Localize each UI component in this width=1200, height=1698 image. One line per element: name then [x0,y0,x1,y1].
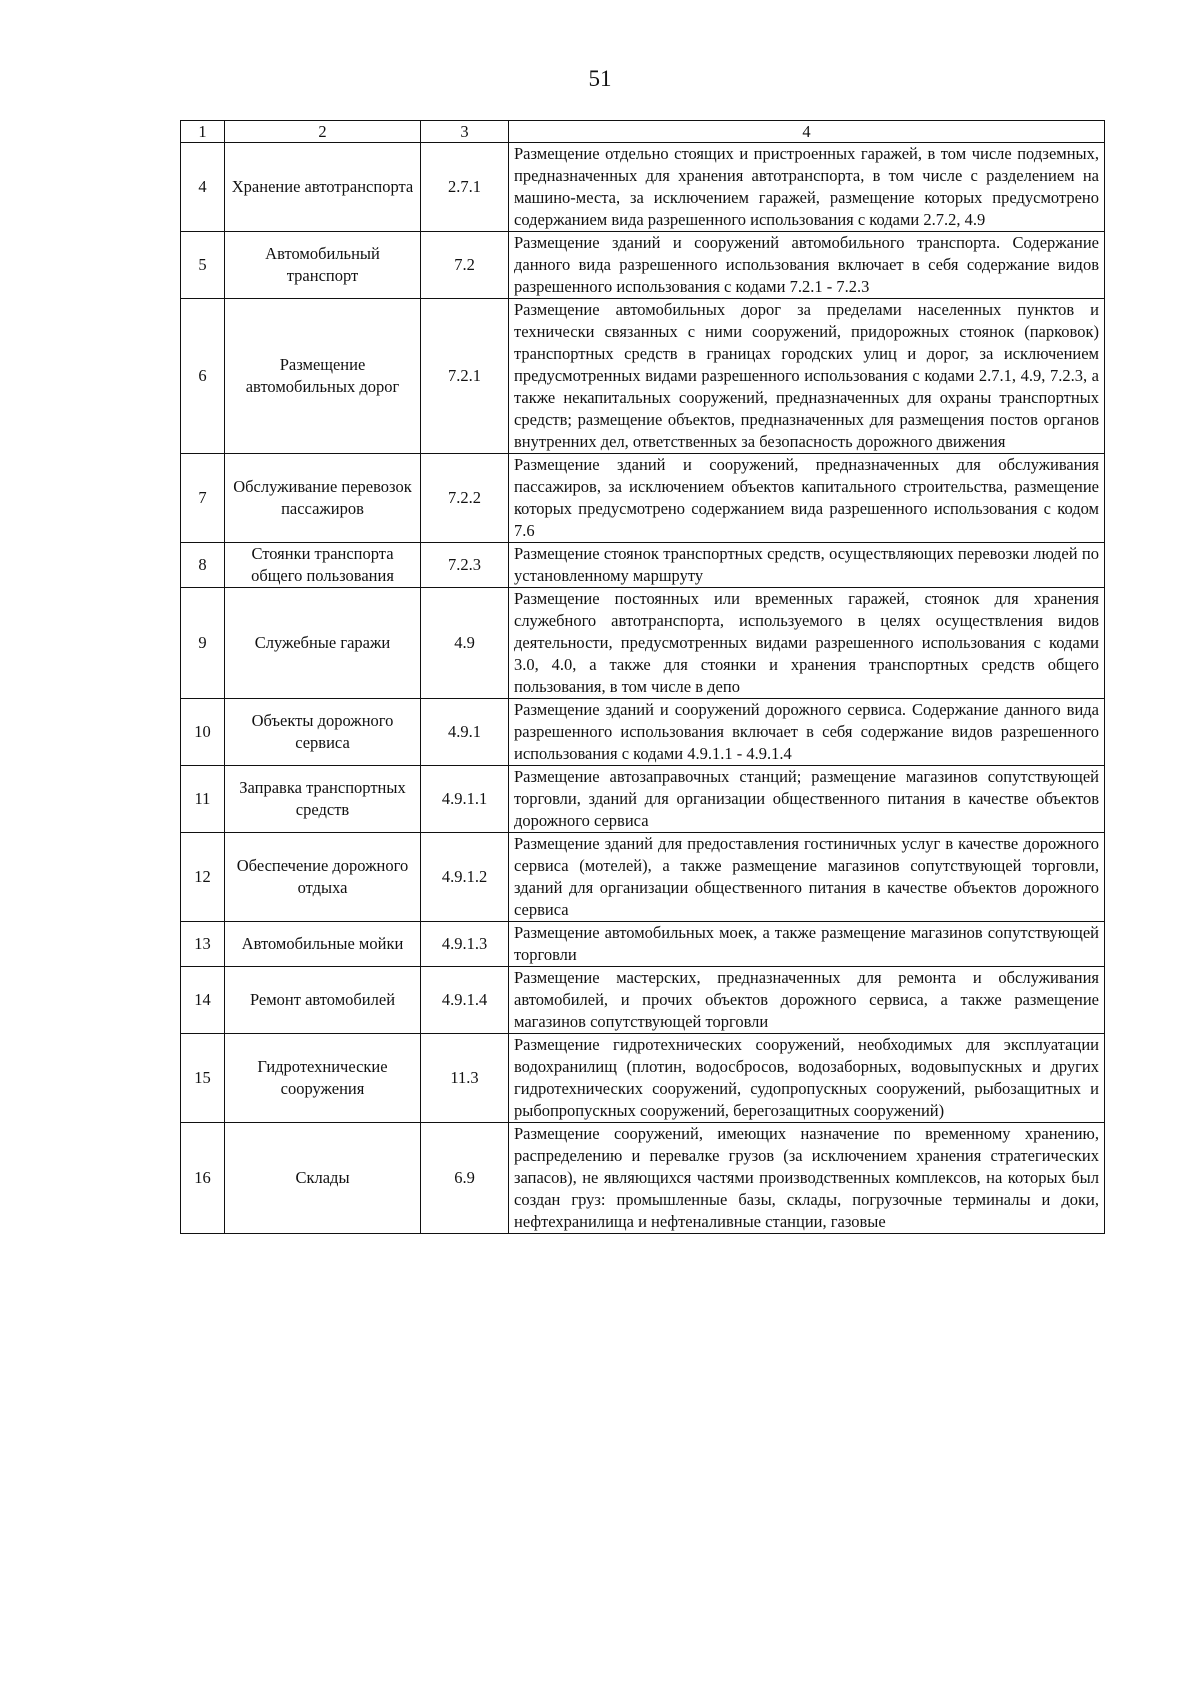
use-type-code: 4.9.1.4 [421,967,509,1034]
use-type-description: Размещение автозаправочных станций; размещение магазинов сопутствующей торговли, зданий для организации общественного питания в качестве объектов дорожного сервиса [509,766,1105,833]
use-type-description: Размещение зданий и сооружений дорожного сервиса. Содержание данного вида разрешенного использования включает в себя содержание видов разрешенного использования с кодами 4.9.1.1 - 4.9.1.4 [509,699,1105,766]
header-col-3: 3 [421,121,509,143]
row-number: 16 [181,1123,225,1234]
table-row [181,833,1105,922]
row-number: 15 [181,1034,225,1123]
table-row [181,232,1105,299]
land-use-table [180,120,1105,1234]
use-type-description: Размещение зданий для предоставления гостиничных услуг в качестве дорожного сервиса (мотелей), а также размещение магазинов сопутствующей торговли, зданий для организации общественного питания в качестве объектов дорожного сервиса [509,833,1105,922]
use-type-description: Размещение гидротехнических сооружений, необходимых для эксплуатации водохранилищ (плотин, водосбросов, водозаборных, водовыпускных и других гидротехнических сооружений, судопропускных сооружений, рыбозащитных и рыбопропускных сооружений, берегозащитных сооружений) [509,1034,1105,1123]
use-type-code: 2.7.1 [421,143,509,232]
table-row [181,143,1105,232]
row-number: 8 [181,543,225,588]
row-number: 7 [181,454,225,543]
use-type-name: Размещение автомобильных дорог [225,299,421,454]
use-type-description: Размещение автомобильных моек, а также размещение магазинов сопутствующей торговли [509,922,1105,967]
use-type-name: Заправка транспортных средств [225,766,421,833]
use-type-code: 7.2 [421,232,509,299]
use-type-name: Автомобильный транспорт [225,232,421,299]
use-type-code: 11.3 [421,1034,509,1123]
row-number: 6 [181,299,225,454]
use-type-name: Служебные гаражи [225,588,421,699]
use-type-name: Обеспечение дорожного отдыха [225,833,421,922]
use-type-name: Объекты дорожного сервиса [225,699,421,766]
header-col-2: 2 [225,121,421,143]
header-row [181,121,1105,143]
table-row [181,766,1105,833]
table-row [181,588,1105,699]
row-number: 5 [181,232,225,299]
use-type-description: Размещение зданий и сооружений, предназначенных для обслуживания пассажиров, за исключением объектов капитального строительства, размещение которых предусмотрено содержанием вида разрешенного использования с кодом 7.6 [509,454,1105,543]
page-number: 51 [588,66,612,91]
use-type-description: Размещение стоянок транспортных средств, осуществляющих перевозки людей по установленному маршруту [509,543,1105,588]
table-row [181,299,1105,454]
row-number: 11 [181,766,225,833]
table-row [181,543,1105,588]
use-type-name: Обслуживание перевозок пассажиров [225,454,421,543]
table-row [181,1123,1105,1234]
use-type-code: 7.2.1 [421,299,509,454]
row-number: 14 [181,967,225,1034]
header-col-1: 1 [181,121,225,143]
row-number: 13 [181,922,225,967]
use-type-code: 6.9 [421,1123,509,1234]
row-number: 12 [181,833,225,922]
table-row [181,1034,1105,1123]
use-type-code: 4.9 [421,588,509,699]
table-row [181,967,1105,1034]
use-type-description: Размещение сооружений, имеющих назначение по временному хранению, распределению и перевалке грузов (за исключением хранения стратегических запасов), не являющихся частями производственных комплексов, на которых был создан груз: промышленные базы, склады, погрузочные терминалы и доки, нефтехранилища и нефтеналивные станции, газовые [509,1123,1105,1234]
use-type-name: Хранение автотранспорта [225,143,421,232]
use-type-code: 7.2.2 [421,454,509,543]
row-number: 4 [181,143,225,232]
use-type-code: 7.2.3 [421,543,509,588]
use-type-code: 4.9.1.3 [421,922,509,967]
table-row [181,454,1105,543]
row-number: 9 [181,588,225,699]
use-type-name: Автомобильные мойки [225,922,421,967]
use-type-description: Размещение зданий и сооружений автомобильного транспорта. Содержание данного вида разрешенного использования включает в себя содержание видов разрешенного использования с кодами 7.2.1 - 7.2.3 [509,232,1105,299]
header-col-4: 4 [509,121,1105,143]
table-row [181,922,1105,967]
use-type-name: Склады [225,1123,421,1234]
use-type-description: Размещение автомобильных дорог за пределами населенных пунктов и технически связанных с ними сооружений, придорожных стоянок (парковок) транспортных средств в границах городских улиц и дорог, за исключением предусмотренных видами разрешенного использования с кодами 2.7.1, 4.9, 7.2.3, а также некапитальных сооружений, предназначенных для охраны транспортных средств; размещение объектов, предназначенных для размещения постов органов внутренних дел, ответственных за безопасность дорожного движения [509,299,1105,454]
use-type-code: 4.9.1.1 [421,766,509,833]
use-type-code: 4.9.1 [421,699,509,766]
use-type-name: Ремонт автомобилей [225,967,421,1034]
use-type-code: 4.9.1.2 [421,833,509,922]
use-type-description: Размещение мастерских, предназначенных для ремонта и обслуживания автомобилей, и прочих объектов дорожного сервиса, а также размещение магазинов сопутствующей торговли [509,967,1105,1034]
use-type-description: Размещение постоянных или временных гаражей, стоянок для хранения служебного автотранспорта, используемого в целях осуществления видов деятельности, предусмотренных видами разрешенного использования с кодами 3.0, 4.0, а также для стоянки и хранения транспортных средств общего пользования, в том числе в депо [509,588,1105,699]
use-type-name: Гидротехнические сооружения [225,1034,421,1123]
table-row [181,699,1105,766]
use-type-name: Стоянки транспорта общего пользования [225,543,421,588]
row-number: 10 [181,699,225,766]
use-type-description: Размещение отдельно стоящих и пристроенных гаражей, в том числе подземных, предназначенных для хранения автотранспорта, в том числе с разделением на машино-места, за исключением гаражей, размещение которых предусмотрено содержанием вида разрешенного использования с кодами 2.7.2, 4.9 [509,143,1105,232]
